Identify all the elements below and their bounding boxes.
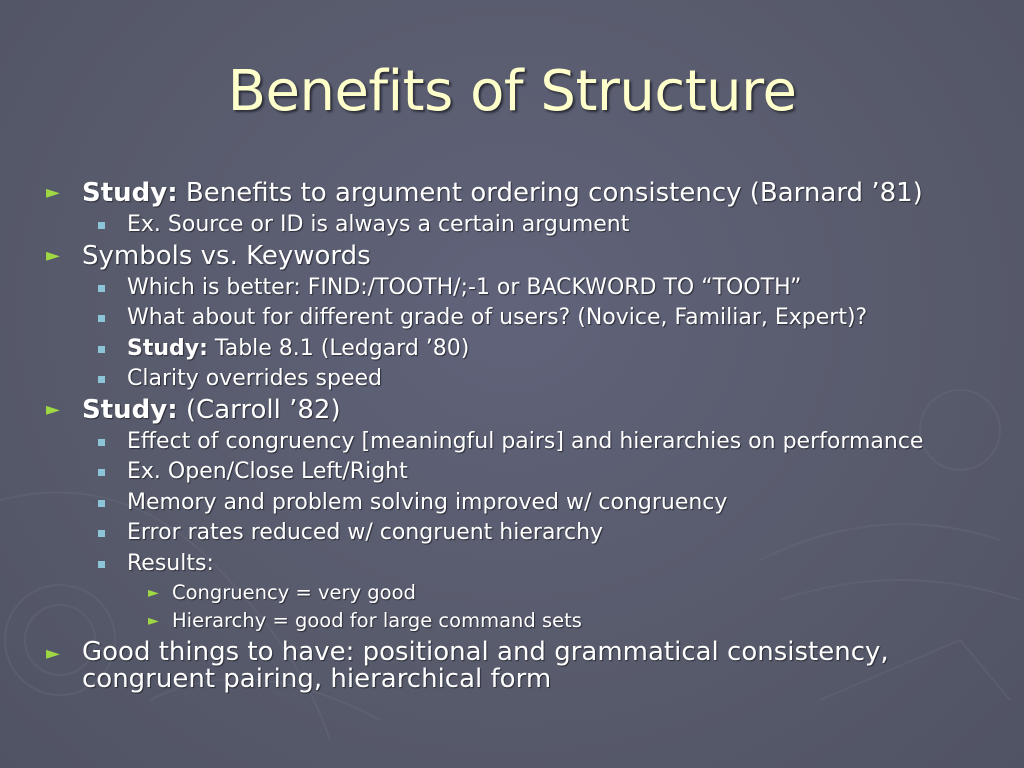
list-item	[46, 457, 1006, 488]
item-bold-label: Study:	[127, 335, 208, 361]
triangle-right-icon: ►	[148, 585, 159, 601]
item-text: Congruency = very good	[172, 581, 416, 604]
item-text: Error rates reduced w/ congruent hierarchy	[127, 520, 604, 545]
square-bullet-icon	[98, 469, 105, 476]
item-text: Ex. Open/Close Left/Right	[127, 459, 408, 484]
square-bullet-icon	[98, 500, 105, 507]
square-bullet-icon	[98, 439, 105, 446]
item-text: Effect of congruency [meaningful pairs] and hierarchies on performance	[127, 428, 924, 454]
list-item	[46, 607, 1006, 635]
item-text: Memory and problem solving improved w/ congruency	[127, 489, 728, 515]
square-bullet-icon	[98, 285, 105, 292]
list-item	[46, 303, 1006, 334]
item-text: Results:	[127, 550, 214, 576]
list-item	[46, 364, 1006, 395]
item-text: Ex. Source or ID is always a certain argument	[127, 212, 630, 237]
list-item	[46, 273, 1006, 304]
square-bullet-icon	[98, 530, 105, 537]
item-bold-label: Study:	[82, 394, 178, 425]
list-item	[46, 549, 1006, 580]
list-item	[46, 241, 1006, 271]
item-text: (Carroll ’82)	[177, 394, 341, 425]
triangle-right-icon: ►	[148, 613, 159, 629]
item-text: What about for different grade of users? (Novice, Familiar, Expert)?	[127, 305, 868, 330]
item-text: Benefits to argument ordering consistency (Barnard ’81)	[177, 178, 923, 208]
slide-title: Benefits of Structure	[227, 59, 797, 124]
square-bullet-icon	[98, 346, 105, 353]
list-item	[46, 518, 1006, 549]
square-bullet-icon	[98, 376, 105, 383]
triangle-right-icon: ►	[46, 643, 60, 664]
triangle-right-icon: ►	[46, 244, 60, 266]
square-bullet-icon	[98, 222, 105, 229]
item-text: Which is better: FIND:/TOOTH/;-1 or BACKWORD TO “TOOTH”	[127, 274, 802, 300]
item-text: Clarity overrides speed	[127, 366, 382, 391]
list-item	[46, 210, 1006, 241]
list-item	[46, 427, 1006, 458]
item-text: Hierarchy = good for large command sets	[172, 609, 582, 632]
bullet-list	[46, 178, 1006, 695]
item-bold-label: Study:	[82, 178, 178, 208]
list-item	[46, 395, 1006, 425]
list-item	[46, 639, 942, 693]
item-text: Symbols vs. Keywords	[82, 240, 371, 271]
list-item	[46, 334, 1006, 365]
item-text: Table 8.1 (Ledgard ’80)	[207, 335, 470, 361]
list-item	[46, 488, 1006, 519]
triangle-right-icon: ►	[46, 398, 60, 420]
triangle-right-icon: ►	[46, 182, 60, 203]
square-bullet-icon	[98, 315, 105, 322]
list-item	[46, 178, 1006, 208]
square-bullet-icon	[98, 561, 105, 568]
list-item	[46, 579, 1006, 607]
item-text: Good things to have: positional and grammatical consistency, congruent pairing, hierarchical form	[82, 637, 889, 694]
